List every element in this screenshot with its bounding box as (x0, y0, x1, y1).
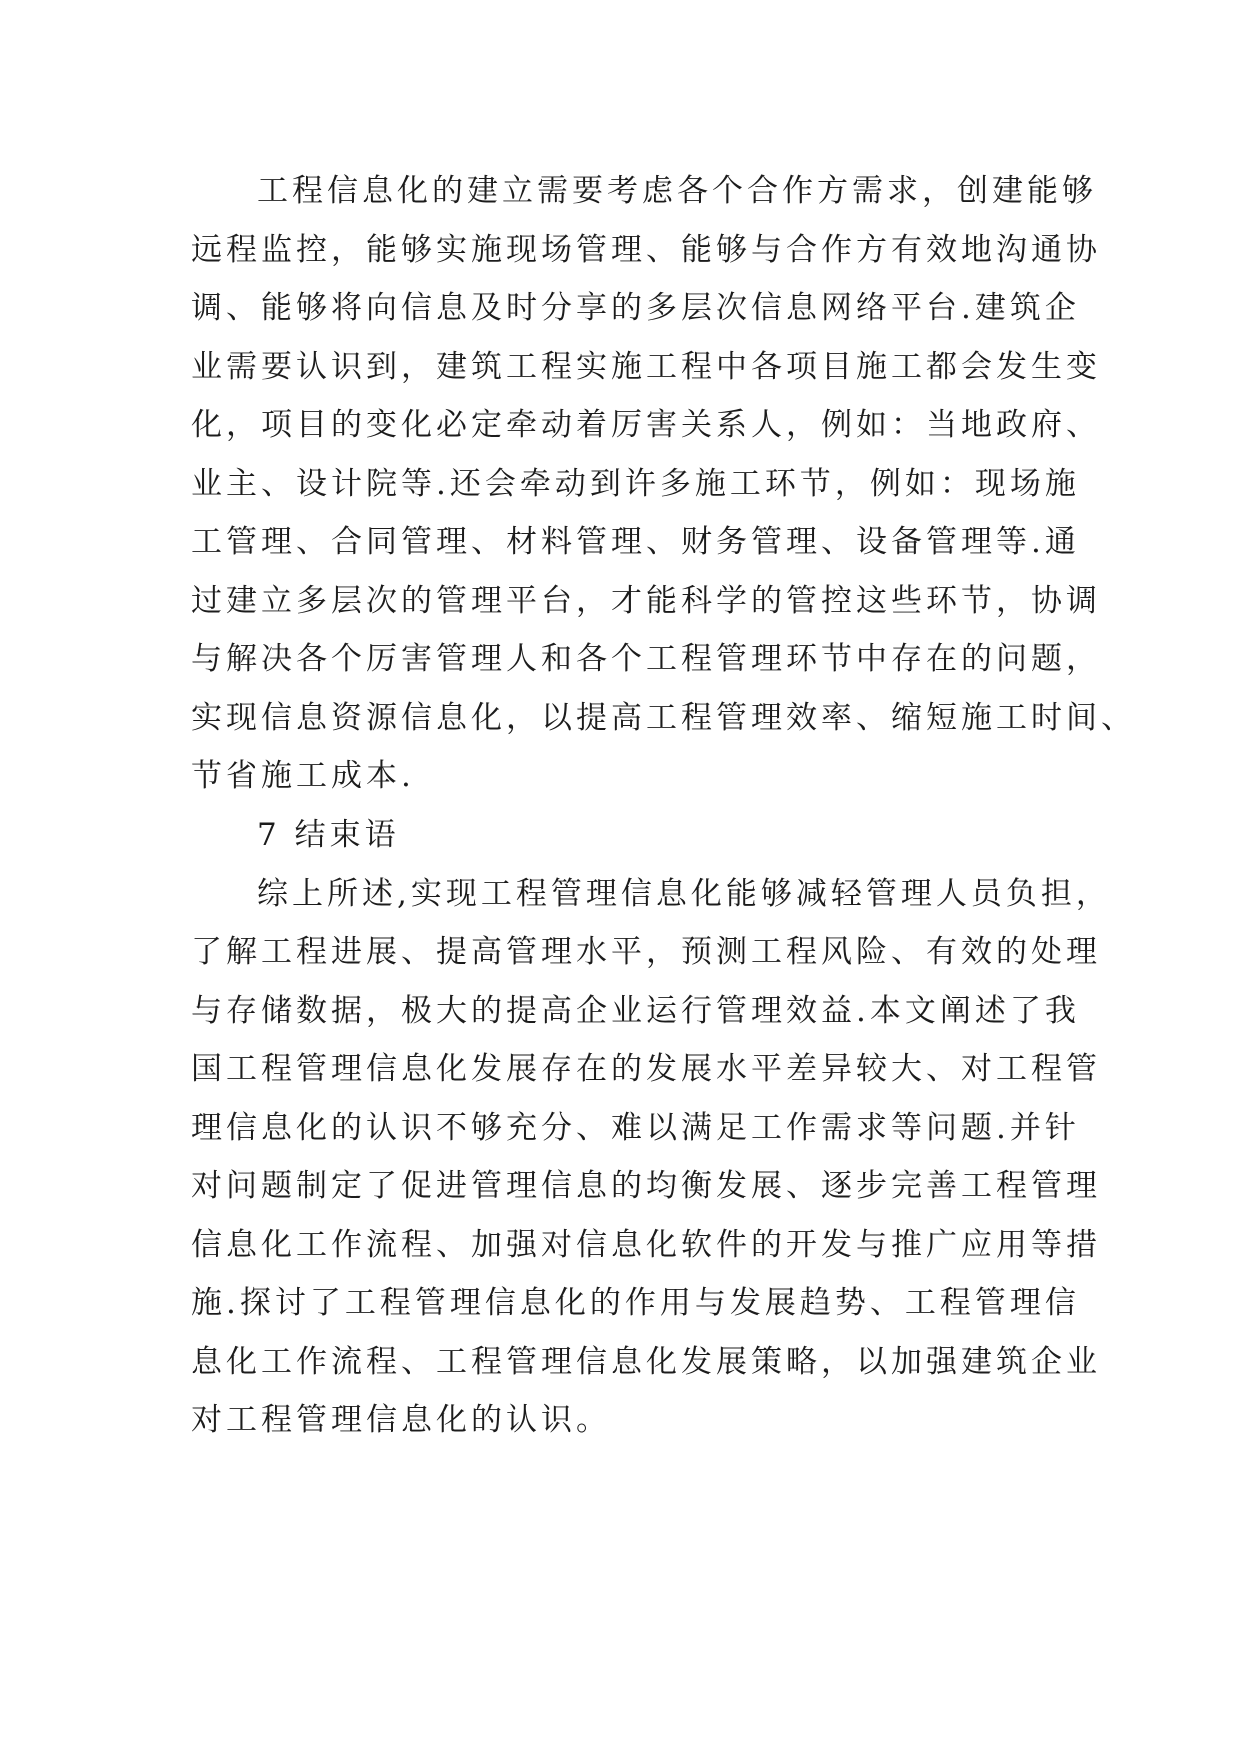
section-conclusion (191, 806, 1111, 1450)
text-line: 对问题制定了促进管理信息的均衡发展、逐步完善工程管理 (191, 1168, 1101, 1204)
text-line: 与解决各个厉害管理人和各个工程管理环节中存在的问题， (191, 641, 1101, 677)
text-line: 与存储数据，极大的提高企业运行管理效益.本文阐述了我 (191, 992, 1080, 1029)
text-line: 化，项目的变化必定牵动着厉害关系人，例如：当地政府、 (191, 407, 1101, 443)
text-line: 业需要认识到，建筑工程实施工程中各项目施工都会发生变 (191, 348, 1101, 385)
text-line: 调、能够将向信息及时分享的多层次信息网络平台.建筑企 (191, 290, 1080, 326)
text-line: 实现信息资源信息化，以提高工程管理效率、缩短施工时间、 (191, 699, 1136, 736)
text-line: 业主、设计院等.还会牵动到许多施工环节，例如：现场施 (191, 465, 1080, 502)
text-line: 息化工作流程、工程管理信息化发展策略，以加强建筑企业 (191, 1343, 1101, 1380)
text-line: 过建立多层次的管理平台，才能科学的管控这些环节，协调 (191, 582, 1101, 619)
text-line: 综上所述,实现工程管理信息化能够减轻管理人员负担， (257, 875, 1111, 912)
text-line: 远程监控，能够实施现场管理、能够与合作方有效地沟通协 (191, 231, 1101, 268)
text-line: 工管理、合同管理、材料管理、财务管理、设备管理等.通 (191, 524, 1080, 560)
text-line: 国工程管理信息化发展存在的发展水平差异较大、对工程管 (191, 1051, 1101, 1087)
paragraph-informatization-platform (191, 162, 1136, 806)
text-line: 施.探讨了工程管理信息化的作用与发展趋势、工程管理信 (191, 1285, 1080, 1321)
text-line: 了解工程进展、提高管理水平，预测工程风险、有效的处理 (191, 934, 1101, 970)
text-line: 节省施工成本. (191, 758, 415, 794)
text-line: 信息化工作流程、加强对信息化软件的开发与推广应用等措 (191, 1226, 1101, 1263)
section-heading: 7 结束语 (257, 817, 400, 853)
text-line: 工程信息化的建立需要考虑各个合作方需求，创建能够 (257, 173, 1097, 209)
text-line: 对工程管理信息化的认识。 (191, 1402, 611, 1438)
text-line: 理信息化的认识不够充分、难以满足工作需求等问题.并针 (191, 1109, 1080, 1146)
